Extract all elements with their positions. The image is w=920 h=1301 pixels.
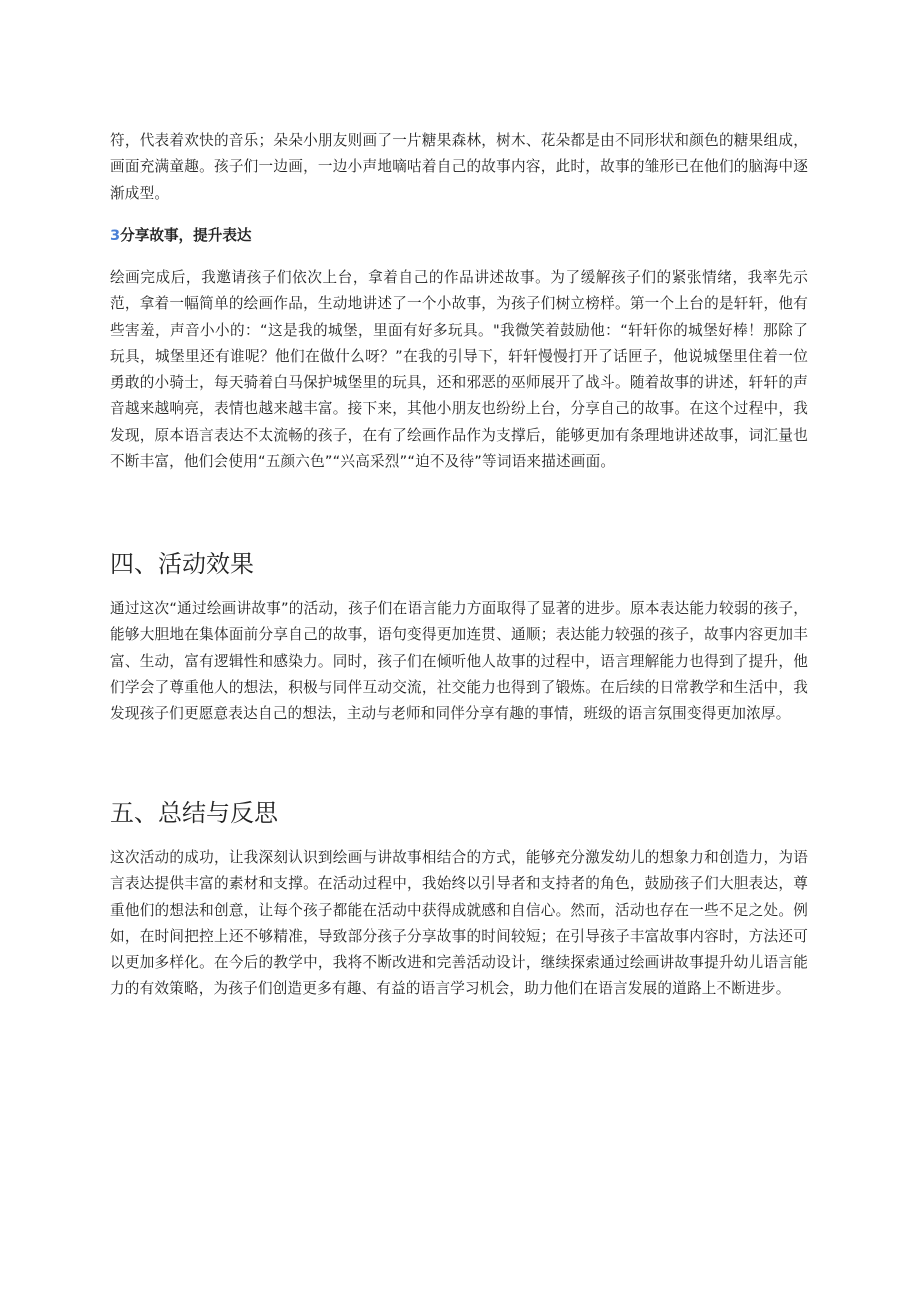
paragraph-drawing-stage: 符，代表着欢快的音乐；朵朵小朋友则画了一片糖果森林，树木、花朵都是由不同形状和颜色的糖果组成，画面充满童趣。孩子们一边画，一边小声地嘀咕着自己的故事内容，此时，故事的雏形已在他们的脑海中逐渐成型。: [110, 132, 808, 202]
paragraph-summary: 这次活动的成功，让我深刻认识到绘画与讲故事相结合的方式，能够充分激发幼儿的想象力和创造力，为语言表达提供丰富的素材和支撑。在活动过程中，我始终以引导者和支持者的角色，鼓励孩子们大胆表达，尊重他们的想法和创意，让每个孩子都能在活动中获得成就感和自信心。然而，活动也存在一些不足之处。例如，在时间把控上还不够精准，导致部分孩子分享故事的时间较短；在引导孩子丰富故事内容时，方法还可以更加多样化。在今后的教学中，我将不断改进和完善活动设计，继续探索通过绘画讲故事提升幼儿语言能力的有效策略，为孩子们创造更多有趣、有益的语言学习机会，助力他们在语言发展的道路上不断进步。: [110, 849, 808, 998]
subheading-number: 3: [110, 227, 121, 244]
subheading-text: 分享故事，提升表达: [120, 227, 252, 244]
paragraph-share-story: 绘画完成后，我邀请孩子们依次上台，拿着自己的作品讲述故事。为了缓解孩子们的紧张情绪，我率先示范，拿着一幅简单的绘画作品，生动地讲述了一个小故事，为孩子们树立榜样。第一个上台的是轩轩，他有些害羞，声音小小的：“这是我的城堡，里面有好多玩具。"我微笑着鼓励他：“轩轩你的城堡好棒！那除了玩具，城堡里还有谁呢？他们在做什么呀？”在我的引导下，轩轩慢慢打开了话匣子，他说城堡里住着一位勇敢的小骑士，每天骑着白马保护城堡里的玩具，还和邪恶的巫师展开了战斗。随着故事的讲述，轩轩的声音越来越响亮，表情也越来越丰富。接下来，其他小朋友也纷纷上台，分享自己的故事。在这个过程中，我发现，原本语言表达不太流畅的孩子，在有了绘画作品作为支撑后，能够更加有条理地讲述故事，词汇量也不断丰富，他们会使用“五颜六色”“兴高采烈”“迫不及待”等词语来描述画面。: [110, 269, 808, 471]
paragraph-activity-effect: 通过这次“通过绘画讲故事”的活动，孩子们在语言能力方面取得了显著的进步。原本表达能力较弱的孩子，能够大胆地在集体面前分享自己的故事，语句变得更加连贯、通顺；表达能力较强的孩子，故事内容更加丰富、生动，富有逻辑性和感染力。同时，孩子们在倾听他人故事的过程中，语言理解能力也得到了提升，他们学会了尊重他人的想法，积极与同伴互动交流，社交能力也得到了锻炼。在后续的日常教学和生活中，我发现孩子们更愿意表达自己的想法，主动与老师和同伴分享有趣的事情，班级的语言氛围变得更加浓厚。: [110, 600, 808, 723]
subheading-share-story: [110, 223, 252, 249]
section-heading-summary: 五、总结与反思: [110, 799, 278, 827]
section-heading-effect: 四、活动效果: [110, 550, 254, 578]
